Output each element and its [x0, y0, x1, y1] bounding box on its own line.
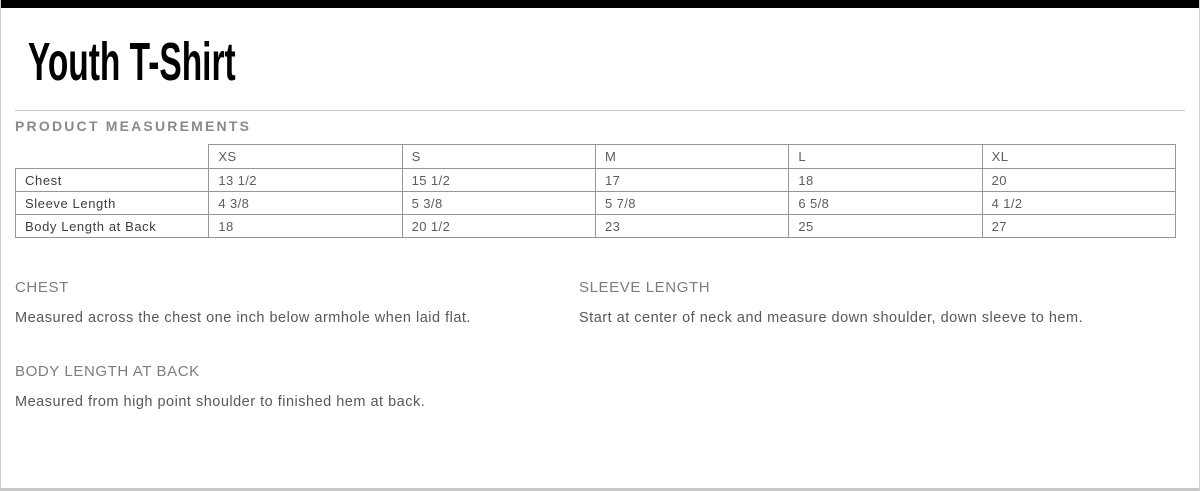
definition-heading: SLEEVE LENGTH: [579, 279, 711, 296]
measurement-value-cell: 4 3/8: [209, 192, 402, 215]
measurement-value-cell: 5 7/8: [595, 192, 788, 215]
measurement-row-label: Chest: [16, 169, 209, 192]
measurement-value-cell: 18: [209, 215, 402, 238]
definition-text: Measured from high point shoulder to finished hem at back.: [15, 394, 426, 410]
measurement-value-cell: 15 1/2: [402, 169, 595, 192]
corner-cell: [16, 145, 209, 169]
definition-heading: CHEST: [15, 279, 69, 296]
size-column-header: XL: [982, 145, 1175, 169]
measurement-row: [16, 192, 1176, 215]
size-column-header: M: [595, 145, 788, 169]
top-border-bar: [1, 0, 1199, 8]
definition-body-length-at-back: [15, 362, 560, 416]
measurement-value-cell: 18: [789, 169, 982, 192]
size-chart-table: [15, 144, 1176, 238]
definition-sleeve-length: [579, 278, 1109, 332]
product-measurements-heading: PRODUCT MEASUREMENTS: [15, 118, 252, 134]
measurement-definitions: [15, 278, 1185, 416]
measurement-value-cell: 23: [595, 215, 788, 238]
measurement-row-label: Sleeve Length: [16, 192, 209, 215]
measurement-value-cell: 17: [595, 169, 788, 192]
measurement-value-cell: 20 1/2: [402, 215, 595, 238]
measurement-row: [16, 215, 1176, 238]
measurement-value-cell: 13 1/2: [209, 169, 402, 192]
definition-text: Measured across the chest one inch below armhole when laid flat.: [15, 310, 471, 326]
size-table-body: [16, 169, 1176, 238]
measurement-row: [16, 169, 1176, 192]
header-divider: [15, 110, 1185, 111]
size-column-header: L: [789, 145, 982, 169]
size-header-row: [16, 145, 1176, 169]
measurement-value-cell: 4 1/2: [982, 192, 1175, 215]
measurement-value-cell: 27: [982, 215, 1175, 238]
size-column-header: XS: [209, 145, 402, 169]
definition-heading: BODY LENGTH AT BACK: [15, 363, 200, 380]
measurement-value-cell: 5 3/8: [402, 192, 595, 215]
page-title: Youth T-Shirt: [28, 32, 236, 92]
measurement-row-label: Body Length at Back: [16, 215, 209, 238]
size-column-header: S: [402, 145, 595, 169]
measurement-value-cell: 6 5/8: [789, 192, 982, 215]
definition-text: Start at center of neck and measure down shoulder, down sleeve to hem.: [579, 310, 1084, 326]
measurement-value-cell: 20: [982, 169, 1175, 192]
definition-chest: [15, 278, 560, 332]
measurement-value-cell: 25: [789, 215, 982, 238]
